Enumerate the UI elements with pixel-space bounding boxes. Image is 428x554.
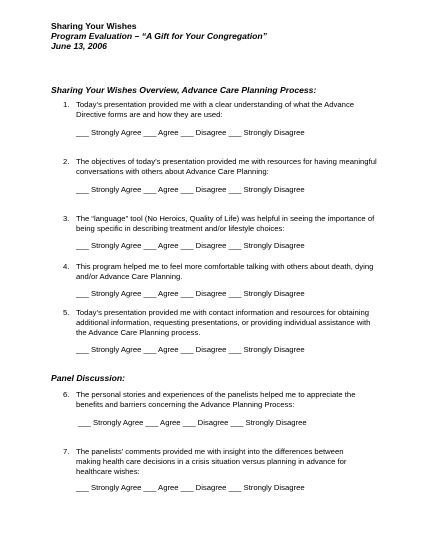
question-text-line: Today’s presentation provided me with a clear understanding of what the Advance: [76, 100, 355, 109]
question-text-line: making health care decisions in a crisis situation versus planning in advance for: [76, 457, 347, 466]
header-date: June 13, 2006: [51, 41, 107, 51]
question-number: 7.: [63, 447, 70, 456]
question-text-line: The personal stories and experiences of the panelists helped me to appreciate the: [76, 390, 356, 399]
question-number: 3.: [63, 214, 70, 223]
rating-scale-2[interactable]: ___ Strongly Agree ___ Agree ___ Disagree ___ Strongly Disagree: [76, 185, 305, 194]
question-text-line: The panelists’ comments provided me with insight into the differences between: [76, 447, 344, 456]
rating-scale-7[interactable]: ___ Strongly Agree ___ Agree ___ Disagree ___ Strongly Disagree: [76, 483, 305, 492]
question-text-line: The objectives of today’s presentation provided me with resources for having meaningful: [76, 157, 377, 166]
rating-scale-1[interactable]: ___ Strongly Agree ___ Agree ___ Disagree ___ Strongly Disagree: [76, 128, 305, 137]
question-text-line: This program helped me to feel more comfortable talking with others about death, dying: [76, 262, 374, 271]
question-text-line: the Advance Care Planning process.: [76, 328, 201, 337]
question-text-line: Directive forms are and how they are used:: [76, 110, 223, 119]
rating-scale-3[interactable]: ___ Strongly Agree ___ Agree ___ Disagree ___ Strongly Disagree: [76, 241, 305, 250]
question-7: [0, 447, 428, 479]
question-5: [0, 308, 428, 340]
rating-scale-6[interactable]: ___ Strongly Agree ___ Agree ___ Disagree ___ Strongly Disagree: [78, 418, 307, 427]
section-overview-title: Sharing Your Wishes Overview, Advance Care Planning Process:: [51, 85, 317, 95]
header-title: Sharing Your Wishes: [51, 21, 137, 31]
question-text-line: and/or Advance Care Planning.: [76, 272, 183, 281]
question-number: 6.: [63, 390, 70, 399]
question-text-line: Today’s presentation provided me with contact information and resources for obtaining: [76, 308, 370, 317]
question-number: 5.: [63, 308, 70, 317]
question-number: 2.: [63, 157, 70, 166]
question-3: [0, 214, 428, 244]
section-panel-title: Panel Discussion:: [51, 373, 126, 383]
question-text-line: benefits and barriers concerning the Advance Planning Process:: [76, 400, 295, 409]
rating-scale-5[interactable]: ___ Strongly Agree ___ Agree ___ Disagree ___ Strongly Disagree: [76, 345, 305, 354]
question-2: [0, 157, 428, 187]
question-6: [0, 390, 428, 420]
question-text-line: conversations with others about Advance Care Planning:: [76, 167, 269, 176]
question-text-line: healthcare wishes:: [76, 467, 140, 476]
rating-scale-4[interactable]: ___ Strongly Agree ___ Agree ___ Disagree ___ Strongly Disagree: [76, 289, 305, 298]
question-number: 4.: [63, 262, 70, 271]
question-text-line: additional information, requesting presentations, or providing individual assistance with: [76, 318, 371, 327]
header-subtitle: Program Evaluation – “A Gift for Your Congregation”: [51, 31, 267, 41]
question-text-line: The “language” tool (No Heroics, Quality of Life) was helpful in seeing the importance of: [76, 214, 375, 223]
question-number: 1.: [63, 100, 70, 109]
question-1: [0, 100, 428, 130]
question-text-line: being specific in describing treatment and/or lifestyle choices:: [76, 224, 285, 233]
question-4: [0, 262, 428, 292]
